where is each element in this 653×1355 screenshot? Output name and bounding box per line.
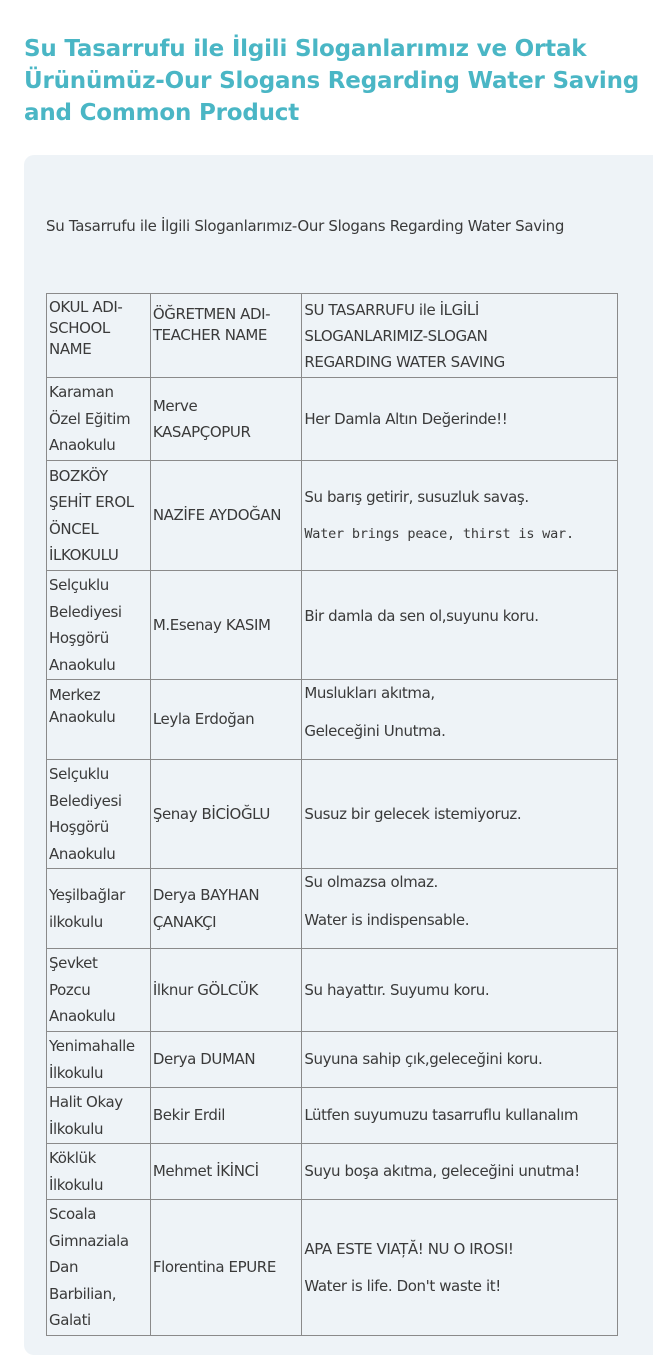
teacher-cell (150, 1032, 302, 1088)
slogan-cell (302, 680, 618, 760)
teacher-line: Mehmet İKİNCİ (152, 1162, 259, 1181)
school-cell (47, 869, 151, 949)
slogan-line: Water brings peace, thirst is war. (304, 526, 574, 542)
school-line: Dan (49, 1258, 79, 1277)
slogan-cell (302, 1088, 618, 1144)
slogan-line: Suyuna sahip çık,geleceğini koru. (304, 1050, 543, 1069)
slogan-line: Susuz bir gelecek istemiyoruz. (304, 804, 522, 823)
slogan-line: Her Damla Altın Değerinde!! (304, 409, 508, 428)
teacher-line: Leyla Erdoğan (152, 710, 255, 729)
school-cell (47, 1144, 151, 1200)
school-line: İlkokulu (49, 1175, 104, 1194)
teacher-cell (150, 571, 302, 680)
header-slogan-line: REGARDING WATER SAVING (304, 352, 505, 371)
school-line: Halit Okay (49, 1093, 123, 1111)
school-line: Pozcu (49, 980, 91, 999)
header-slogan (302, 294, 618, 378)
header-teacher (150, 294, 302, 378)
school-line: Anaokulu (49, 436, 116, 455)
school-line: Belediyesi (49, 791, 122, 810)
slogan-line: Geleceğini Unutma. (304, 721, 446, 740)
school-line: Özel Eğitim (49, 409, 131, 428)
header-school-line: SCHOOL (49, 319, 110, 337)
teacher-line: Derya BAYHAN (152, 886, 260, 904)
header-teacher-line: TEACHER NAME (152, 326, 268, 344)
teacher-line: ÇANAKÇI (152, 912, 217, 931)
school-line: Yeşilbağlar (49, 886, 125, 904)
table-row (47, 1088, 618, 1144)
slogan-line: Muslukları akıtma, (304, 684, 435, 702)
teacher-cell (150, 378, 302, 461)
teacher-cell (150, 1144, 302, 1200)
header-slogan-line: SU TASARRUFU ile İLGİLİ (304, 300, 479, 319)
table-row (47, 1200, 618, 1336)
table-row (47, 760, 618, 869)
teacher-line: Merve (152, 396, 198, 415)
header-slogan-line: SLOGANLARIMIZ-SLOGAN (304, 326, 488, 345)
table-row (47, 571, 618, 680)
school-cell (47, 378, 151, 461)
school-line: ŞEHİT EROL (49, 493, 134, 511)
teacher-line: Florentina EPURE (152, 1258, 276, 1277)
section-subtitle: Su Tasarrufu ile İlgili Sloganlarımız-Our Slogans Regarding Water Saving (46, 217, 565, 235)
table-row (47, 1144, 618, 1200)
school-line: İlkokulu (49, 1063, 104, 1082)
slogan-cell (302, 760, 618, 869)
slogan-line: Su olmazsa olmaz. (304, 873, 438, 891)
slogan-line: Water is life. Don't waste it! (304, 1277, 501, 1295)
school-line: Hoşgörü (49, 818, 109, 836)
school-cell (47, 1088, 151, 1144)
school-line: Gimnaziala (49, 1231, 129, 1250)
slogan-cell (302, 1200, 618, 1336)
teacher-cell (150, 949, 302, 1032)
school-line: Anaokulu (49, 1007, 116, 1026)
teacher-cell (150, 1088, 302, 1144)
table-row (47, 680, 618, 760)
school-line: Yenimahalle (49, 1037, 135, 1055)
school-line: Barbilian, (49, 1284, 117, 1303)
teacher-line: Bekir Erdil (152, 1106, 225, 1125)
school-line: ilkokulu (49, 912, 103, 931)
school-cell (47, 1200, 151, 1336)
teacher-line: KASAPÇOPUR (152, 423, 251, 441)
teacher-cell (150, 461, 302, 571)
slogan-cell (302, 461, 618, 571)
school-line: BOZKÖY (49, 466, 108, 485)
teacher-cell (150, 869, 302, 949)
school-line: İLKOKULU (49, 546, 119, 564)
school-line: Karaman (49, 383, 114, 402)
school-line: Köklük (49, 1149, 96, 1167)
school-cell (47, 461, 151, 571)
school-line: Merkez (49, 686, 101, 704)
school-cell (47, 680, 151, 760)
teacher-cell (150, 1200, 302, 1336)
slogan-line: APA ESTE VIAȚĂ! NU O IROSI! (304, 1239, 514, 1258)
school-cell (47, 1032, 151, 1088)
school-cell (47, 571, 151, 680)
school-line: Anaokulu (49, 844, 116, 863)
header-school-line: OKUL ADI- (49, 298, 123, 316)
teacher-cell (150, 760, 302, 869)
header-teacher-line: ÖĞRETMEN ADI- (152, 305, 271, 323)
slogan-line: Water is indispensable. (304, 910, 470, 929)
teacher-line: NAZİFE AYDOĞAN (152, 506, 282, 525)
slogan-line: Lütfen suyumuzu tasarruflu kullanalım (304, 1106, 579, 1125)
school-line: Şevket (49, 954, 98, 973)
slogan-cell (302, 869, 618, 949)
slogan-cell (302, 1144, 618, 1200)
table-row (47, 949, 618, 1032)
header-school (47, 294, 151, 378)
slogan-cell (302, 1032, 618, 1088)
header-school-line: NAME (49, 340, 92, 358)
school-line: Anaokulu (49, 655, 116, 674)
teacher-line: Şenay BİCİOĞLU (152, 804, 270, 823)
slogan-line: Su hayattır. Suyumu koru. (304, 980, 490, 999)
slogans-table (46, 293, 618, 1336)
slogan-cell (302, 378, 618, 461)
teacher-line: İlknur GÖLCÜK (152, 980, 258, 999)
teacher-line: M.Esenay KASIM (152, 615, 271, 634)
table-row (47, 869, 618, 949)
slogan-line: Bir damla da sen ol,suyunu koru. (304, 607, 539, 625)
slogan-cell (302, 949, 618, 1032)
table-header-row (47, 294, 618, 378)
slogan-line: Suyu boşa akıtma, geleceğini unutma! (304, 1162, 580, 1181)
table-row (47, 378, 618, 461)
school-line: Selçuklu (49, 576, 109, 594)
school-line: Selçuklu (49, 765, 109, 783)
school-cell (47, 949, 151, 1032)
table-row (47, 461, 618, 571)
page-title: Su Tasarrufu ile İlgili Sloganlarımız ve Ortak Ürünümüz-Our Slogans Regarding Water Saving and Common Product (24, 36, 640, 126)
school-line: ÖNCEL (49, 519, 99, 538)
teacher-cell (150, 680, 302, 760)
teacher-line: Derya DUMAN (152, 1050, 256, 1069)
slogan-line: Su barış getirir, susuzluk savaş. (304, 487, 529, 506)
school-line: Galati (49, 1311, 91, 1330)
school-line: Anaokulu (49, 708, 116, 726)
school-line: Hoşgörü (49, 629, 109, 647)
slogan-cell (302, 571, 618, 680)
school-cell (47, 760, 151, 869)
table-row (47, 1032, 618, 1088)
school-line: İlkokulu (49, 1119, 104, 1138)
school-line: Scoala (49, 1205, 97, 1224)
school-line: Belediyesi (49, 602, 122, 621)
